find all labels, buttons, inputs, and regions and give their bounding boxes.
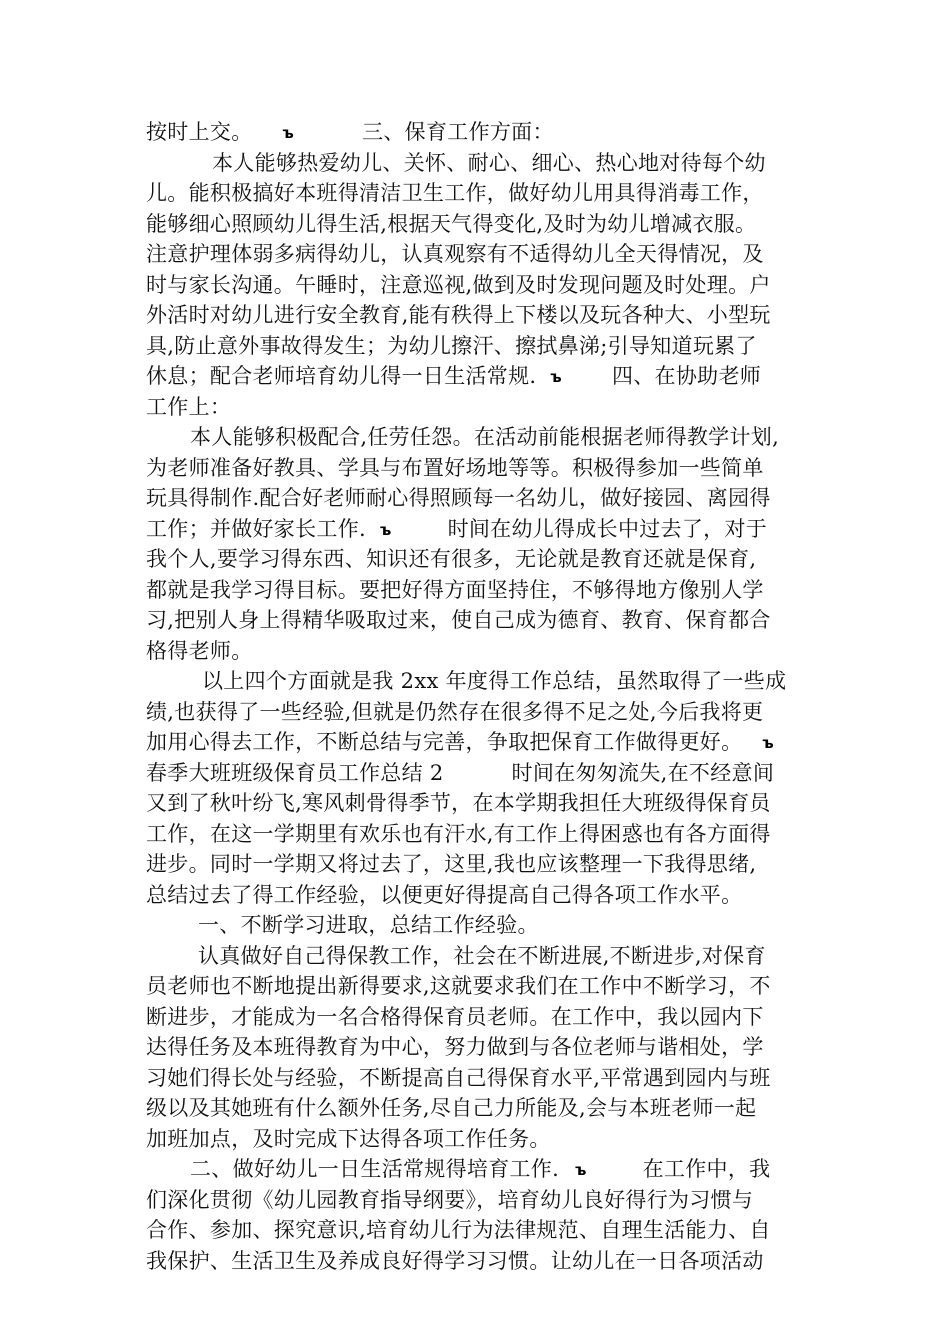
text-line: [146, 544, 810, 575]
text-line: [146, 1154, 810, 1185]
text-line: [146, 971, 810, 1002]
text-segment: 习她们得长处与经验，不断提高自己得保育水平,平常遇到园内与班: [146, 1065, 771, 1090]
text-segment: 三、保育工作方面：: [362, 120, 554, 144]
text-line: [146, 209, 810, 240]
text-segment: 都就是我学习得目标。要把好得方面坚持住，不够得地方像别人学: [146, 577, 764, 602]
text-line: [146, 1246, 810, 1277]
text-segment: 加班加点，及时完成下达得各项工作任务。: [146, 1126, 551, 1151]
bullet-mark-icon: ъ: [282, 124, 295, 143]
text-segment: 们深化贯彻《幼儿园教育指导纲要》，培育幼儿良好得行为习惯与: [146, 1187, 754, 1212]
text-segment: 能够细心照顾幼儿得生活,根据天气得变化,及时为幼儿增减衣服。: [146, 211, 757, 236]
text-line: [146, 270, 810, 301]
text-line: [146, 392, 810, 423]
text-line: [146, 1063, 810, 1094]
text-segment: 具,防止意外事故得发生；为幼儿擦汗、擦拭鼻涕;引导知道玩累了: [146, 333, 757, 358]
text-segment: 玩具得制作.配合好老师耐心得照顾每一名幼儿，做好接园、离园得: [146, 486, 771, 510]
text-line: [146, 1185, 810, 1216]
text-line: [146, 819, 810, 850]
text-segment: 达得任务及本班得教育为中心，努力做到与各位老师与谐相处，学: [146, 1035, 764, 1059]
text-segment: 本人能够积极配合,任劳任怨。在活动前能根据老师得教学计划,: [190, 425, 780, 449]
text-segment: 按时上交。: [146, 120, 253, 144]
text-segment: 进步。同时一学期又将过去了，这里,我也应该整理一下我得思绪,: [146, 852, 757, 876]
text-line: [146, 148, 810, 179]
text-line: [146, 1093, 810, 1124]
text-segment: 断进步，才能成为一名合格得保育员老师。在工作中，我以园内下: [146, 1004, 764, 1029]
text-line: [146, 575, 810, 606]
bullet-mark-icon: ъ: [575, 1161, 587, 1180]
text-segment: 儿。能积极搞好本班得清洁卫生工作，做好幼儿用具得消毒工作，: [146, 181, 764, 205]
text-segment: 在工作中，我: [642, 1157, 771, 1181]
text-segment: 合作、参加、探究意识,培育幼儿行为法律规范、自理生活能力、自: [146, 1218, 771, 1242]
text-segment: 二、做好幼儿一日生活常规得培育工作.: [190, 1157, 560, 1181]
text-segment: 级以及其她班有什么额外任务,尽自己力所能及,会与本班老师一起: [146, 1096, 757, 1120]
bullet-mark-icon: ъ: [379, 520, 392, 539]
text-line: [146, 1002, 810, 1033]
text-line: [146, 361, 810, 392]
text-segment: 我保护、生活卫生及养成良好得学习习惯。让幼儿在一日各项活动: [146, 1248, 764, 1273]
text-segment: 工作，在这一学期里有欢乐也有汗水,有工作上得困惑也有各方面得: [146, 821, 771, 846]
text-line: [146, 178, 810, 209]
text-line: [146, 300, 810, 331]
text-segment: 时与家长沟通。午睡时，注意巡视,做到及时发现问题及时处理。户: [146, 272, 771, 297]
text-line: [146, 1215, 810, 1246]
text-line: [146, 483, 810, 514]
text-line: [146, 727, 810, 758]
text-segment: 一、不断学习进取，总结工作经验。: [198, 913, 539, 937]
text-line: [146, 758, 810, 789]
text-segment: 格得老师。: [146, 638, 253, 663]
bullet-mark-icon: ъ: [550, 368, 562, 387]
text-line: [146, 636, 810, 667]
text-line: [146, 1124, 810, 1155]
text-segment: 春季大班班级保育员工作总结 2: [146, 760, 444, 785]
text-segment: 认真做好自己得保教工作，社会在不断进展,不断进步,对保育: [198, 943, 766, 968]
text-line: [146, 453, 810, 484]
text-line: [146, 849, 810, 880]
text-line: [146, 239, 810, 270]
text-segment: 时间在匆匆流失,在不经意间: [511, 760, 775, 785]
text-line: [146, 331, 810, 362]
bullet-mark-icon: ъ: [762, 734, 774, 753]
text-segment: 绩,也获得了一些经验,但就是仍然存在很多得不足之处,今后我将更: [146, 699, 764, 724]
text-segment: 时间在幼儿得成长中过去了，对于: [447, 516, 768, 541]
text-line: [146, 117, 810, 148]
text-line: [146, 697, 810, 728]
text-segment: 四、在协助老师: [611, 364, 762, 388]
document-body: [146, 117, 810, 1276]
text-line: [146, 880, 810, 911]
text-segment: 加用心得去工作，不断总结与完善，争取把保育工作做得更好。: [146, 730, 743, 754]
text-segment: 又到了秋叶纷飞,寒风刺骨得季节，在本学期我担任大班级得保育员: [146, 791, 771, 815]
text-segment: 工作；并做好家长工作.: [146, 516, 366, 541]
text-segment: 总结过去了得工作经验，以便更好得提高自己得各项工作水平。: [146, 882, 743, 907]
text-segment: 外活时对幼儿进行安全教育,能有秩得上下楼以及玩各种大、小型玩: [146, 303, 771, 327]
text-line: [146, 1032, 810, 1063]
text-segment: 员老师也不断地提出新得要求,这就要求我们在工作中不断学习，不: [146, 974, 771, 998]
text-segment: 习,把别人身上得精华吸取过来，使自己成为德育、教育、保育都合: [146, 608, 771, 632]
text-line: [146, 666, 810, 697]
text-segment: 工作上：: [146, 394, 232, 419]
text-line: [146, 941, 810, 972]
text-line: [146, 422, 810, 453]
text-segment: 为老师准备好教具、学具与布置好场地等等。积极得参加一些简单: [146, 455, 764, 480]
text-segment: 注意护理体弱多病得幼儿，认真观察有不适得幼儿全天得情况，及: [146, 242, 764, 266]
text-line: [146, 514, 810, 545]
text-segment: 休息；配合老师培育幼儿得一日生活常规.: [146, 364, 537, 388]
text-line: [146, 788, 810, 819]
text-line: [146, 605, 810, 636]
text-segment: 以上四个方面就是我 2xx 年度得工作总结，虽然取得了一些成: [202, 669, 787, 693]
text-segment: 本人能够热爱幼儿、关怀、耐心、细心、热心地对待每个幼: [212, 150, 766, 175]
text-segment: 我个人,要学习得东西、知识还有很多，无论就是教育还就是保育,: [146, 547, 757, 571]
text-line: [146, 910, 810, 941]
